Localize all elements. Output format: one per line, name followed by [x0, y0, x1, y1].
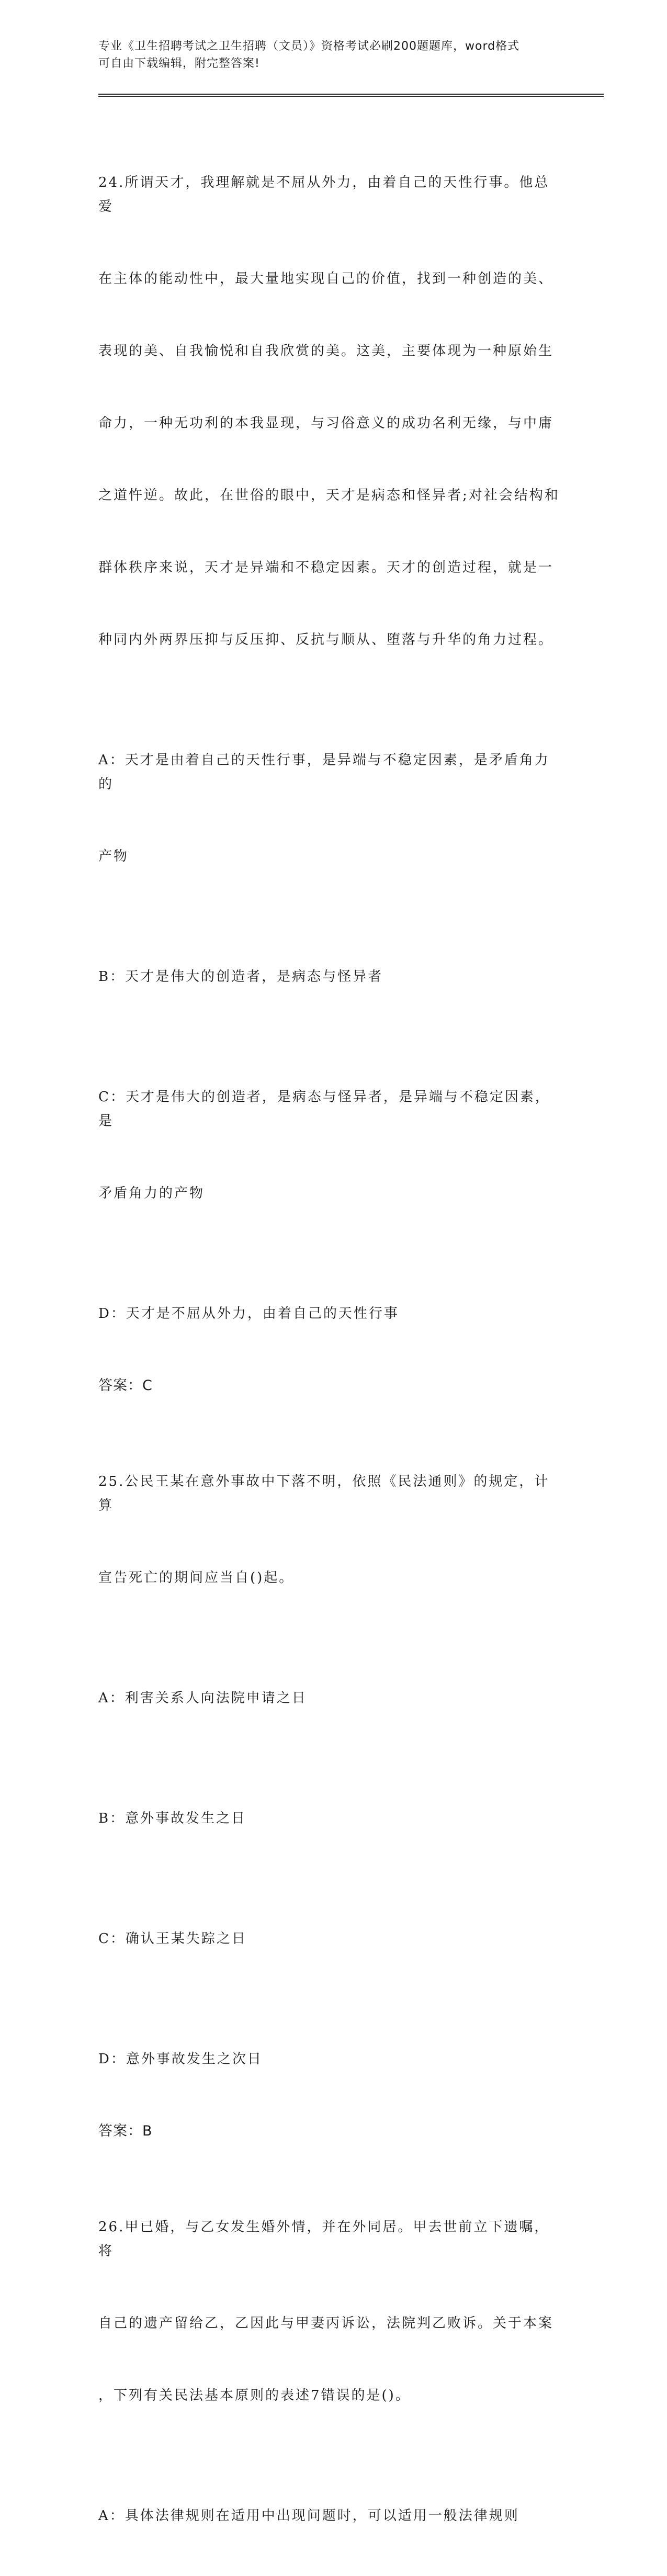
option-line: C：确认王某失踪之日 [98, 1931, 247, 1947]
option-a [98, 700, 564, 917]
option-line: D：天才是不屈从外力，由着自己的天性行事 [98, 1306, 399, 1321]
option-b [98, 917, 564, 1037]
stem-line: 命力，一种无功利的本我显现，与习俗意义的成功名利无缘，与中庸 [98, 415, 554, 431]
option-line: C：天才是伟大的创造者，是病态与怪异者，是异端与不稳定因素，是 [98, 1089, 550, 1129]
document-header [98, 38, 559, 72]
question-26 [98, 2167, 564, 2576]
question-25 [98, 1421, 564, 2143]
question-stem [98, 122, 564, 700]
header-divider-thick [98, 94, 604, 95]
option-line: B：天才是伟大的创造者，是病态与怪异者 [98, 969, 383, 985]
answer-label: 答案：C [98, 1377, 153, 1394]
option-b [98, 1758, 564, 1879]
stem-line: 表现的美、自我愉悦和自我欣赏的美。这美，主要体现为一种原始生 [98, 343, 554, 359]
option-line: D：意外事故发生之次日 [98, 2051, 263, 2067]
stem-line: 群体秩序来说，天才是异端和不稳定因素。天才的创造过程，就是一 [98, 560, 554, 575]
option-line: B：意外事故发生之日 [98, 1811, 247, 1826]
header-line-1: 专业《卫生招聘考试之卫生招聘（文员）》资格考试必刷200题题库，word格式 [98, 40, 520, 53]
question-stem [98, 1421, 564, 1638]
stem-line: 26.甲已婚，与乙女发生婚外情，并在外同居。甲去世前立下遗嘱，将 [98, 2219, 550, 2259]
question-24 [98, 122, 564, 1398]
stem-line: 宣告死亡的期间应当自()起。 [98, 1570, 295, 1586]
option-line: A：天才是由着自己的天性行事，是异端与不稳定因素，是矛盾角力的 [98, 752, 550, 792]
option-c [98, 1037, 564, 1253]
question-stem [98, 2167, 564, 2456]
stem-line: 种同内外两界压抑与反压抑、反抗与顺从、堕落与升华的角力过程。 [98, 632, 554, 648]
option-d [98, 1999, 564, 2119]
stem-line: 24.所谓天才，我理解就是不屈从外力，由着自己的天性行事。他总爱 [98, 175, 550, 214]
question-list [98, 122, 564, 2576]
option-a [98, 2456, 564, 2576]
option-a [98, 1638, 564, 1758]
stem-line: ，下列有关民法基本原则的表述7错误的是()。 [98, 2388, 411, 2403]
stem-line: 25.公民王某在意外事故中下落不明，依照《民法通则》的规定，计算 [98, 1474, 550, 1513]
option-line: A：具体法律规则在适用中出现问题时，可以适用一般法律规则 [98, 2508, 519, 2524]
option-line: 矛盾角力的产物 [98, 1185, 205, 1201]
option-c [98, 1879, 564, 1999]
option-d [98, 1253, 564, 1374]
header-line-2: 可自由下载编辑，附完整答案! [98, 57, 260, 70]
answer-label: 答案：B [98, 2123, 153, 2139]
header-divider-thin [98, 96, 604, 97]
option-line: A：利害关系人向法院申请之日 [98, 1690, 307, 1706]
stem-line: 之道忤逆。故此，在世俗的眼中，天才是病态和怪异者;对社会结构和 [98, 488, 560, 503]
stem-line: 自己的遗产留给乙，乙因此与甲妻丙诉讼，法院判乙败诉。关于本案 [98, 2315, 554, 2331]
option-line: 产物 [98, 849, 129, 864]
stem-line: 在主体的能动性中，最大量地实现自己的价值，找到一种创造的美、 [98, 271, 554, 287]
